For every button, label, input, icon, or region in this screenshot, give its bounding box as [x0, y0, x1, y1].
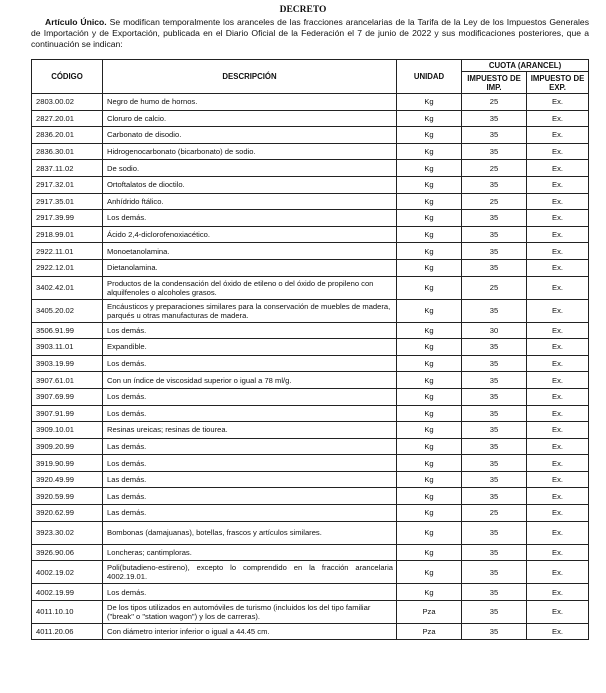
unit-cell: Kg — [397, 259, 462, 276]
table-row — [32, 584, 589, 601]
unit-cell: Kg — [397, 488, 462, 505]
header-descripcion: DESCRIPCIÓN — [103, 60, 397, 94]
description-cell: Los demás. — [103, 584, 397, 601]
code-cell: 2803.00.02 — [32, 94, 103, 111]
description-cell: Ácido 2,4-diclorofenoxiacético. — [103, 226, 397, 243]
code-cell: 2918.99.01 — [32, 226, 103, 243]
export-tax-cell: Ex. — [527, 405, 589, 422]
import-tax-cell: 30 — [462, 322, 527, 339]
code-cell: 3903.19.99 — [32, 355, 103, 372]
import-tax-cell: 35 — [462, 110, 527, 127]
code-cell: 3923.30.02 — [32, 521, 103, 544]
table-row — [32, 488, 589, 505]
description-cell: Dietanolamina. — [103, 259, 397, 276]
code-cell: 3909.10.01 — [32, 422, 103, 439]
code-cell: 3402.42.01 — [32, 276, 103, 299]
import-tax-cell: 35 — [462, 127, 527, 144]
code-cell: 3926.90.06 — [32, 544, 103, 561]
table-row — [32, 176, 589, 193]
import-tax-cell: 25 — [462, 505, 527, 522]
description-cell: Los demás. — [103, 455, 397, 472]
import-tax-cell: 35 — [462, 600, 527, 623]
table-row — [32, 438, 589, 455]
export-tax-cell: Ex. — [527, 455, 589, 472]
code-cell: 3506.91.99 — [32, 322, 103, 339]
import-tax-cell: 35 — [462, 259, 527, 276]
unit-cell: Kg — [397, 355, 462, 372]
export-tax-cell: Ex. — [527, 388, 589, 405]
code-cell: 4011.20.06 — [32, 623, 103, 640]
unit-cell: Kg — [397, 243, 462, 260]
description-cell: Carbonato de disodio. — [103, 127, 397, 144]
import-tax-cell: 35 — [462, 584, 527, 601]
export-tax-cell: Ex. — [527, 160, 589, 177]
table-row — [32, 193, 589, 210]
export-tax-cell: Ex. — [527, 422, 589, 439]
import-tax-cell: 35 — [462, 405, 527, 422]
description-cell: Poli(butadieno-estireno), excepto lo comprendido en la fracción arancelaria 4002.19.01. — [103, 561, 397, 584]
code-cell: 2836.20.01 — [32, 127, 103, 144]
table-row — [32, 259, 589, 276]
import-tax-cell: 35 — [462, 623, 527, 640]
table-row — [32, 322, 589, 339]
code-cell: 3903.11.01 — [32, 339, 103, 356]
unit-cell: Kg — [397, 339, 462, 356]
code-cell: 3919.90.99 — [32, 455, 103, 472]
unit-cell: Kg — [397, 544, 462, 561]
import-tax-cell: 35 — [462, 422, 527, 439]
intro-paragraph — [31, 17, 589, 50]
code-cell: 2827.20.01 — [32, 110, 103, 127]
description-cell: Los demás. — [103, 388, 397, 405]
description-cell: De los tipos utilizados en automóviles de turismo (incluidos los del tipo familiar ("break" o "station wagon") y los de carreras). — [103, 600, 397, 623]
unit-cell: Kg — [397, 110, 462, 127]
description-cell: De sodio. — [103, 160, 397, 177]
export-tax-cell: Ex. — [527, 623, 589, 640]
export-tax-cell: Ex. — [527, 193, 589, 210]
table-row — [32, 372, 589, 389]
export-tax-cell: Ex. — [527, 600, 589, 623]
unit-cell: Pza — [397, 623, 462, 640]
table-row — [32, 127, 589, 144]
import-tax-cell: 35 — [462, 372, 527, 389]
import-tax-cell: 25 — [462, 276, 527, 299]
import-tax-cell: 35 — [462, 339, 527, 356]
unit-cell: Kg — [397, 422, 462, 439]
unit-cell: Kg — [397, 276, 462, 299]
unit-cell: Kg — [397, 176, 462, 193]
unit-cell: Kg — [397, 94, 462, 111]
table-row — [32, 623, 589, 640]
unit-cell: Kg — [397, 322, 462, 339]
code-cell: 4002.19.02 — [32, 561, 103, 584]
code-cell: 2922.12.01 — [32, 259, 103, 276]
table-row — [32, 160, 589, 177]
description-cell: Encáusticos y preparaciones similares para la conservación de muebles de madera, parqués u otras manufacturas de madera. — [103, 299, 397, 322]
intro-text: Se modifican temporalmente los aranceles de las fracciones arancelarias de la Tarifa de la Ley de los Impuestos Generales de Importación y de Exportación, publicada en el Diario Oficial de la Federación el 7 de junio de 2022 y sus modificaciones posteriores, que a continuación se indican: — [31, 17, 589, 49]
import-tax-cell: 25 — [462, 193, 527, 210]
table-row — [32, 355, 589, 372]
document-title: DECRETO — [279, 5, 327, 15]
table-row — [32, 471, 589, 488]
unit-cell: Kg — [397, 561, 462, 584]
description-cell: Los demás. — [103, 210, 397, 227]
table-row — [32, 110, 589, 127]
code-cell: 2917.39.99 — [32, 210, 103, 227]
article-lead: Artículo Único. — [45, 17, 107, 27]
unit-cell: Kg — [397, 372, 462, 389]
export-tax-cell: Ex. — [527, 176, 589, 193]
export-tax-cell: Ex. — [527, 544, 589, 561]
import-tax-cell: 35 — [462, 143, 527, 160]
unit-cell: Kg — [397, 521, 462, 544]
table-row — [32, 210, 589, 227]
description-cell: Anhídrido ftálico. — [103, 193, 397, 210]
description-cell: Los demás. — [103, 355, 397, 372]
code-cell: 3909.20.99 — [32, 438, 103, 455]
import-tax-cell: 35 — [462, 388, 527, 405]
import-tax-cell: 35 — [462, 455, 527, 472]
description-cell: Ortoftalatos de dioctilo. — [103, 176, 397, 193]
table-row — [32, 561, 589, 584]
code-cell: 3920.49.99 — [32, 471, 103, 488]
description-cell: Negro de humo de hornos. — [103, 94, 397, 111]
unit-cell: Kg — [397, 299, 462, 322]
table-row — [32, 243, 589, 260]
import-tax-cell: 35 — [462, 521, 527, 544]
export-tax-cell: Ex. — [527, 127, 589, 144]
unit-cell: Kg — [397, 143, 462, 160]
description-cell: Los demás. — [103, 322, 397, 339]
export-tax-cell: Ex. — [527, 276, 589, 299]
table-row — [32, 339, 589, 356]
table-row — [32, 405, 589, 422]
import-tax-cell: 35 — [462, 438, 527, 455]
table-row — [32, 505, 589, 522]
export-tax-cell: Ex. — [527, 94, 589, 111]
import-tax-cell: 25 — [462, 160, 527, 177]
export-tax-cell: Ex. — [527, 259, 589, 276]
code-cell: 4002.19.99 — [32, 584, 103, 601]
description-cell: Con diámetro interior inferior o igual a 44.45 cm. — [103, 623, 397, 640]
export-tax-cell: Ex. — [527, 505, 589, 522]
table-row — [32, 226, 589, 243]
unit-cell: Kg — [397, 471, 462, 488]
header-unidad: UNIDAD — [397, 60, 462, 94]
import-tax-cell: 35 — [462, 226, 527, 243]
description-cell: Productos de la condensación del óxido de etileno o del óxido de propileno con alquilfenoles o alcoholes grasos. — [103, 276, 397, 299]
unit-cell: Kg — [397, 405, 462, 422]
header-cuota: CUOTA (ARANCEL) — [462, 60, 589, 72]
header-impuesto-exp: IMPUESTO DE EXP. — [527, 72, 589, 94]
export-tax-cell: Ex. — [527, 143, 589, 160]
description-cell: Bombonas (damajuanas), botellas, frascos y artículos similares. — [103, 521, 397, 544]
import-tax-cell: 25 — [462, 94, 527, 111]
import-tax-cell: 35 — [462, 544, 527, 561]
description-cell: Las demás. — [103, 438, 397, 455]
unit-cell: Kg — [397, 584, 462, 601]
import-tax-cell: 35 — [462, 243, 527, 260]
description-cell: Expandible. — [103, 339, 397, 356]
description-cell: Cloruro de calcio. — [103, 110, 397, 127]
export-tax-cell: Ex. — [527, 471, 589, 488]
export-tax-cell: Ex. — [527, 110, 589, 127]
table-row — [32, 521, 589, 544]
code-cell: 2922.11.01 — [32, 243, 103, 260]
code-cell: 3405.20.02 — [32, 299, 103, 322]
code-cell: 2836.30.01 — [32, 143, 103, 160]
unit-cell: Kg — [397, 455, 462, 472]
import-tax-cell: 35 — [462, 210, 527, 227]
code-cell: 4011.10.10 — [32, 600, 103, 623]
table-row — [32, 455, 589, 472]
table-row — [32, 388, 589, 405]
unit-cell: Kg — [397, 505, 462, 522]
export-tax-cell: Ex. — [527, 210, 589, 227]
import-tax-cell: 35 — [462, 299, 527, 322]
export-tax-cell: Ex. — [527, 521, 589, 544]
table-row — [32, 143, 589, 160]
unit-cell: Kg — [397, 160, 462, 177]
unit-cell: Kg — [397, 210, 462, 227]
table-row — [32, 276, 589, 299]
export-tax-cell: Ex. — [527, 243, 589, 260]
code-cell: 2917.35.01 — [32, 193, 103, 210]
table-row — [32, 94, 589, 111]
description-cell: Las demás. — [103, 505, 397, 522]
description-cell: Monoetanolamina. — [103, 243, 397, 260]
code-cell: 3907.61.01 — [32, 372, 103, 389]
export-tax-cell: Ex. — [527, 322, 589, 339]
export-tax-cell: Ex. — [527, 438, 589, 455]
export-tax-cell: Ex. — [527, 355, 589, 372]
export-tax-cell: Ex. — [527, 584, 589, 601]
code-cell: 3920.59.99 — [32, 488, 103, 505]
unit-cell: Kg — [397, 438, 462, 455]
code-cell: 2837.11.02 — [32, 160, 103, 177]
export-tax-cell: Ex. — [527, 372, 589, 389]
table-row — [32, 544, 589, 561]
header-codigo: CÓDIGO — [32, 60, 103, 94]
code-cell: 3907.69.99 — [32, 388, 103, 405]
export-tax-cell: Ex. — [527, 299, 589, 322]
description-cell: Hidrogenocarbonato (bicarbonato) de sodio. — [103, 143, 397, 160]
table-row — [32, 600, 589, 623]
description-cell: Las demás. — [103, 471, 397, 488]
export-tax-cell: Ex. — [527, 339, 589, 356]
table-row — [32, 422, 589, 439]
export-tax-cell: Ex. — [527, 561, 589, 584]
tariff-table — [31, 59, 589, 640]
code-cell: 2917.32.01 — [32, 176, 103, 193]
import-tax-cell: 35 — [462, 355, 527, 372]
import-tax-cell: 35 — [462, 561, 527, 584]
unit-cell: Kg — [397, 226, 462, 243]
code-cell: 3907.91.99 — [32, 405, 103, 422]
description-cell: Con un índice de viscosidad superior o igual a 78 ml/g. — [103, 372, 397, 389]
header-impuesto-imp: IMPUESTO DE IMP. — [462, 72, 527, 94]
table-row — [32, 299, 589, 322]
unit-cell: Kg — [397, 127, 462, 144]
code-cell: 3920.62.99 — [32, 505, 103, 522]
import-tax-cell: 35 — [462, 488, 527, 505]
unit-cell: Pza — [397, 600, 462, 623]
export-tax-cell: Ex. — [527, 488, 589, 505]
description-cell: Resinas ureicas; resinas de tiourea. — [103, 422, 397, 439]
import-tax-cell: 35 — [462, 471, 527, 488]
description-cell: Los demás. — [103, 405, 397, 422]
export-tax-cell: Ex. — [527, 226, 589, 243]
unit-cell: Kg — [397, 388, 462, 405]
unit-cell: Kg — [397, 193, 462, 210]
description-cell: Loncheras; cantimploras. — [103, 544, 397, 561]
import-tax-cell: 35 — [462, 176, 527, 193]
description-cell: Las demás. — [103, 488, 397, 505]
